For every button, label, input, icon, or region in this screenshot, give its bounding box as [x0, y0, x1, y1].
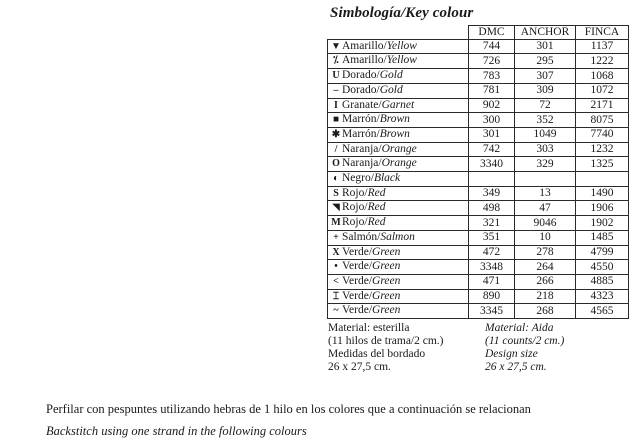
stitch-symbol-icon: O — [332, 158, 340, 170]
header-anchor: ANCHOR — [515, 26, 576, 40]
finca-code: 4550 — [576, 260, 629, 275]
anchor-code: 329 — [515, 157, 576, 172]
color-cell — [328, 274, 469, 289]
color-name-es: Amarillo/ — [342, 54, 387, 67]
anchor-code: 268 — [515, 304, 576, 319]
table-row — [328, 172, 629, 187]
color-name-es: Granate/ — [342, 98, 382, 111]
dmc-code: 472 — [469, 245, 515, 260]
table-row — [328, 230, 629, 245]
stitch-symbol-icon: M — [331, 217, 341, 229]
color-name-en: Red — [367, 201, 386, 214]
stitch-symbol-icon: ⌶ — [333, 290, 339, 302]
anchor-code: 301 — [515, 39, 576, 54]
color-name-es: Marrón/ — [342, 127, 380, 140]
stitch-symbol-icon: S — [333, 187, 339, 199]
color-name-es: Verde/ — [342, 260, 373, 273]
color-cell — [328, 260, 469, 275]
color-cell — [328, 201, 469, 216]
anchor-code: 307 — [515, 69, 576, 84]
stitch-symbol-icon: ✱ — [331, 128, 341, 140]
color-name-es: Salmón/ — [342, 230, 381, 243]
dmc-code: 744 — [469, 39, 515, 54]
color-name-en: Black — [373, 172, 401, 185]
material-en-line2: (11 counts/2 cm.) — [485, 335, 565, 347]
key-title: Simbología/Key colour — [330, 5, 474, 21]
color-name-en: Salmon — [380, 230, 415, 243]
header-finca: FINCA — [576, 26, 629, 40]
material-en-line1: Material: Aida — [485, 322, 554, 334]
backstitch-instruction-es: Perfilar con pespuntes utilizando hebras de 1 hilo en los colores que a continuación se relacionan — [46, 402, 531, 416]
finca-code: 1068 — [576, 69, 629, 84]
material-en-line3: Design size — [485, 348, 538, 360]
color-name-en: Orange — [381, 157, 417, 170]
color-name-es: Verde/ — [342, 304, 373, 317]
color-name-en: Garnet — [381, 98, 415, 111]
finca-code: 1490 — [576, 186, 629, 201]
finca-code: 1325 — [576, 157, 629, 172]
color-name-en: Green — [372, 274, 401, 287]
table-row — [328, 39, 629, 54]
color-name-en: Red — [367, 186, 386, 199]
anchor-code: 218 — [515, 289, 576, 304]
anchor-code: 278 — [515, 245, 576, 260]
color-name-es: Rojo/ — [342, 201, 368, 214]
color-name-es: Rojo/ — [342, 216, 368, 229]
table-row — [328, 186, 629, 201]
color-name-es: Verde/ — [342, 289, 373, 302]
table-row — [328, 304, 629, 319]
color-name-en: Green — [372, 289, 401, 302]
color-name-en: Orange — [381, 142, 417, 155]
anchor-code: 295 — [515, 54, 576, 69]
table-row — [328, 127, 629, 142]
table-row — [328, 113, 629, 128]
stitch-symbol-icon: I — [334, 99, 338, 111]
material-spanish — [328, 322, 444, 374]
stitch-symbol-icon: X — [332, 246, 340, 258]
table-row — [328, 98, 629, 113]
dmc-code: 321 — [469, 216, 515, 231]
material-es-line4: 26 x 27,5 cm. — [328, 361, 391, 373]
table-row — [328, 157, 629, 172]
color-cell — [328, 98, 469, 113]
anchor-code: 1049 — [515, 127, 576, 142]
color-name-es: Negro/ — [342, 172, 374, 185]
backstitch-instruction-en: Backstitch using one strand in the following colours — [46, 424, 307, 438]
finca-code — [576, 172, 629, 187]
anchor-code: 303 — [515, 142, 576, 157]
color-name-es: Verde/ — [342, 245, 373, 258]
dmc-code: 890 — [469, 289, 515, 304]
dmc-code: 498 — [469, 201, 515, 216]
finca-code: 4885 — [576, 274, 629, 289]
stitch-symbol-icon: / — [334, 143, 338, 155]
anchor-code: 9046 — [515, 216, 576, 231]
finca-code: 1485 — [576, 230, 629, 245]
anchor-code: 266 — [515, 274, 576, 289]
material-es-line3: Medidas del bordado — [328, 348, 426, 360]
dmc-code: 351 — [469, 230, 515, 245]
dmc-code — [469, 172, 515, 187]
color-name-en: Green — [372, 304, 401, 317]
table-row — [328, 54, 629, 69]
table-row — [328, 142, 629, 157]
color-cell — [328, 172, 469, 187]
anchor-code: 10 — [515, 230, 576, 245]
material-english — [485, 322, 564, 374]
material-en-line4: 26 x 27,5 cm. — [485, 361, 547, 373]
finca-code: 1137 — [576, 39, 629, 54]
finca-code: 1902 — [576, 216, 629, 231]
color-cell — [328, 157, 469, 172]
finca-code: 8075 — [576, 113, 629, 128]
color-cell — [328, 142, 469, 157]
stitch-symbol-icon: U — [332, 70, 340, 82]
color-cell — [328, 69, 469, 84]
color-name-es: Naranja/ — [342, 157, 382, 170]
finca-code: 1072 — [576, 83, 629, 98]
color-name-es: Amarillo/ — [342, 39, 387, 52]
table-row — [328, 216, 629, 231]
color-cell — [328, 83, 469, 98]
anchor-code: 352 — [515, 113, 576, 128]
anchor-code: 13 — [515, 186, 576, 201]
finca-code: 4323 — [576, 289, 629, 304]
stitch-symbol-icon: ■ — [332, 114, 340, 126]
color-cell — [328, 113, 469, 128]
stitch-symbol-icon: < — [333, 275, 339, 287]
color-name-es: Dorado/ — [342, 83, 380, 96]
dmc-code: 781 — [469, 83, 515, 98]
color-name-en: Red — [367, 216, 386, 229]
table-row — [328, 260, 629, 275]
finca-code: 2171 — [576, 98, 629, 113]
finca-code: 1906 — [576, 201, 629, 216]
color-name-en: Green — [372, 245, 401, 258]
dmc-code: 742 — [469, 142, 515, 157]
color-cell — [328, 54, 469, 69]
color-name-en: Yellow — [386, 39, 417, 52]
color-name-es: Marrón/ — [342, 113, 380, 126]
dmc-code: 783 — [469, 69, 515, 84]
color-name-es: Verde/ — [342, 274, 373, 287]
stitch-symbol-icon: – — [333, 84, 339, 96]
color-cell — [328, 186, 469, 201]
table-row — [328, 201, 629, 216]
anchor-code: 309 — [515, 83, 576, 98]
dmc-code: 3340 — [469, 157, 515, 172]
color-name-en: Gold — [379, 83, 403, 96]
dmc-code: 902 — [469, 98, 515, 113]
dmc-code: 301 — [469, 127, 515, 142]
color-cell — [328, 230, 469, 245]
color-name-es: Dorado/ — [342, 69, 380, 82]
anchor-code — [515, 172, 576, 187]
table-row — [328, 289, 629, 304]
material-es-line2: (11 hilos de trama/2 cm.) — [328, 335, 444, 347]
dmc-code: 3345 — [469, 304, 515, 319]
color-key-table — [327, 25, 629, 319]
color-cell — [328, 127, 469, 142]
header-blank — [328, 26, 469, 40]
color-cell — [328, 289, 469, 304]
table-row — [328, 83, 629, 98]
dmc-code: 349 — [469, 186, 515, 201]
color-name-en: Brown — [379, 113, 410, 126]
table-row — [328, 69, 629, 84]
dmc-code: 726 — [469, 54, 515, 69]
stitch-symbol-icon: ⁒ — [333, 55, 339, 67]
dmc-code: 3348 — [469, 260, 515, 275]
table-row — [328, 274, 629, 289]
color-cell — [328, 304, 469, 319]
stitch-symbol-icon: + — [333, 231, 339, 243]
color-name-en: Green — [372, 260, 401, 273]
finca-code: 7740 — [576, 127, 629, 142]
finca-code: 1232 — [576, 142, 629, 157]
color-name-en: Brown — [379, 127, 410, 140]
table-row — [328, 245, 629, 260]
stitch-symbol-icon: ◥ — [332, 202, 340, 214]
finca-code: 4799 — [576, 245, 629, 260]
stitch-symbol-icon: ~ — [333, 305, 339, 317]
color-cell — [328, 39, 469, 54]
anchor-code: 47 — [515, 201, 576, 216]
color-name-es: Naranja/ — [342, 142, 382, 155]
material-es-line1: Material: esterilla — [328, 322, 410, 334]
finca-code: 1222 — [576, 54, 629, 69]
color-cell — [328, 245, 469, 260]
color-name-en: Yellow — [386, 54, 417, 67]
header-dmc: DMC — [469, 26, 515, 40]
anchor-code: 264 — [515, 260, 576, 275]
stitch-symbol-icon: ▼ — [331, 40, 341, 52]
dmc-code: 471 — [469, 274, 515, 289]
color-name-es: Rojo/ — [342, 186, 368, 199]
finca-code: 4565 — [576, 304, 629, 319]
table-header-row — [328, 26, 629, 40]
anchor-code: 72 — [515, 98, 576, 113]
color-cell — [328, 216, 469, 231]
color-name-en: Gold — [379, 69, 403, 82]
stitch-symbol-icon: ◐ — [332, 173, 340, 185]
stitch-symbol-icon: • — [334, 261, 338, 273]
dmc-code: 300 — [469, 113, 515, 128]
